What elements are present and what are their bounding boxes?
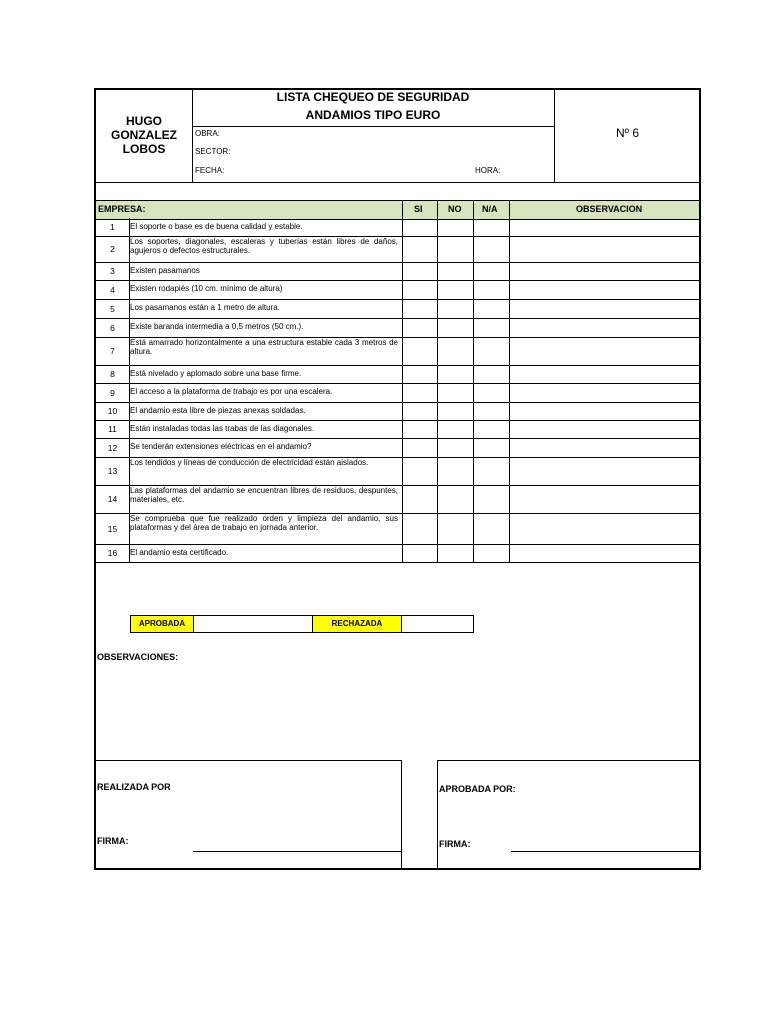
title-line-2: ANDAMIOS TIPO EURO [305, 108, 441, 122]
observacion-cell[interactable] [509, 485, 699, 513]
si-cell[interactable] [402, 485, 437, 513]
table-row [96, 383, 699, 403]
si-cell[interactable] [402, 365, 437, 383]
row-text: Existe baranda intermedia a 0,5 metros (50 cm.). [130, 322, 304, 331]
na-cell[interactable] [473, 318, 508, 337]
si-cell[interactable] [402, 544, 437, 562]
row-number: 14 [107, 494, 118, 504]
na-cell[interactable] [473, 457, 508, 485]
col-si: SI [414, 204, 423, 214]
row-text: El soporte o base es de buena calidad y estable. [130, 222, 303, 231]
row-text: Existen rodapiés (10 cm. mínimo de altura) [130, 284, 283, 293]
person-name-line-1: HUGO [126, 114, 162, 128]
obra-label: OBRA: [195, 129, 220, 138]
no-cell[interactable] [437, 318, 472, 337]
row-text: Se comprueba que fue realizado orden y limpieza del andamio, sus plataformas y del área de trabajo en jornada anterior. [130, 514, 398, 532]
rechazada-field[interactable] [401, 615, 474, 633]
no-cell[interactable] [437, 337, 472, 365]
row-number: 5 [110, 303, 115, 314]
row-text: Se tenderán extensiones eléctricas en el andamio? [130, 442, 312, 451]
na-cell[interactable] [473, 299, 508, 318]
observacion-cell[interactable] [509, 420, 699, 438]
fecha-label: FECHA: [195, 166, 225, 175]
checklist-sheet [94, 88, 701, 870]
col-na: N/A [482, 204, 498, 214]
na-cell[interactable] [473, 337, 508, 365]
table-row [96, 485, 699, 514]
firma-left-line[interactable] [193, 851, 401, 852]
table-row [96, 402, 699, 421]
no-cell[interactable] [437, 262, 472, 280]
na-cell[interactable] [473, 544, 508, 562]
no-cell[interactable] [437, 365, 472, 383]
no-cell[interactable] [437, 485, 472, 513]
na-cell[interactable] [473, 383, 508, 402]
row-number: 6 [110, 322, 115, 333]
no-cell[interactable] [437, 457, 472, 485]
table-row [96, 299, 699, 319]
observacion-cell[interactable] [509, 299, 699, 318]
si-cell[interactable] [402, 457, 437, 485]
title-line-1: LISTA CHEQUEO DE SEGURIDAD [276, 90, 470, 104]
table-row [96, 457, 699, 486]
row-number: 15 [107, 523, 118, 534]
firma-right-label: FIRMA: [439, 839, 471, 849]
row-number: 3 [110, 266, 115, 276]
row-text: Los soportes, diagonales, escaleras y tuberías están libres de daños, agujeros o defectos estructurales. [130, 237, 398, 255]
na-cell[interactable] [473, 402, 508, 420]
table-column-divider [129, 218, 130, 562]
no-cell[interactable] [437, 280, 472, 299]
row-text: El andamio esta libre de piezas anexas soldadas. [130, 406, 306, 415]
si-cell[interactable] [402, 280, 437, 299]
row-number: 16 [107, 548, 118, 558]
no-cell[interactable] [437, 236, 472, 262]
si-cell[interactable] [402, 318, 437, 337]
row-text: Existen pasamanos [130, 266, 200, 275]
empresa-label: EMPRESA: [98, 204, 146, 214]
si-cell[interactable] [402, 236, 437, 262]
si-cell[interactable] [402, 420, 437, 438]
table-header [96, 200, 699, 220]
observacion-cell[interactable] [509, 262, 699, 280]
no-cell[interactable] [437, 402, 472, 420]
person-name-line-2: GONZALEZ [111, 128, 177, 142]
col-observacion: OBSERVACION [576, 204, 643, 214]
firma-right-line[interactable] [511, 851, 701, 852]
si-cell[interactable] [402, 218, 437, 236]
realizada-por-label: REALIZADA POR [97, 782, 171, 792]
table-column-divider [437, 200, 438, 562]
si-cell[interactable] [402, 438, 437, 457]
row-text: Los tendidos y líneas de conducción de electricidad están aislados. [130, 458, 369, 467]
observacion-cell[interactable] [509, 544, 699, 562]
table-column-divider [473, 200, 474, 562]
observacion-cell[interactable] [509, 218, 699, 236]
row-text: Los pasamanos están a 1 metro de altura. [130, 303, 280, 312]
row-number: 7 [110, 346, 115, 356]
table-row [96, 218, 699, 237]
aprobada-por-label: APROBADA POR: [439, 784, 516, 794]
row-number: 4 [110, 284, 115, 295]
row-text: Están instaladas todas las trabas de las diagonales. [130, 424, 315, 433]
na-cell[interactable] [473, 420, 508, 438]
row-number: 11 [108, 424, 117, 434]
na-cell[interactable] [473, 218, 508, 236]
row-number: 1 [110, 222, 115, 232]
na-cell[interactable] [473, 262, 508, 280]
table-row [96, 513, 699, 545]
table-column-divider [509, 200, 510, 562]
observacion-cell[interactable] [509, 513, 699, 544]
observacion-cell[interactable] [509, 383, 699, 402]
na-cell[interactable] [473, 485, 508, 513]
no-cell[interactable] [437, 544, 472, 562]
table-row [96, 337, 699, 366]
observaciones-label: OBSERVACIONES: [97, 652, 179, 662]
na-cell[interactable] [473, 280, 508, 299]
no-cell[interactable] [437, 299, 472, 318]
table-row [96, 544, 699, 563]
sector-label: SECTOR: [195, 147, 231, 156]
aprobada-field[interactable] [193, 615, 313, 633]
no-cell[interactable] [437, 218, 472, 236]
na-cell[interactable] [473, 365, 508, 383]
table-row [96, 420, 699, 439]
table-row [96, 438, 699, 458]
na-cell[interactable] [473, 438, 508, 457]
col-no: NO [448, 204, 462, 214]
row-number: 2 [110, 244, 115, 254]
no-cell[interactable] [437, 383, 472, 402]
rechazada-box[interactable]: RECHAZADA [312, 615, 402, 633]
document-number: Nº 6 [615, 126, 640, 140]
table-row [96, 280, 699, 300]
observacion-cell[interactable] [509, 457, 699, 485]
observacion-cell[interactable] [509, 402, 699, 420]
person-name [96, 114, 192, 156]
row-number: 10 [107, 406, 118, 416]
row-text: Está nivelado y aplomado sobre una base firme. [130, 369, 302, 378]
observacion-cell[interactable] [509, 365, 699, 383]
row-number: 13 [107, 466, 118, 476]
aprobada-box[interactable]: APROBADA [130, 615, 194, 633]
no-cell[interactable] [437, 420, 472, 438]
observacion-cell[interactable] [509, 318, 699, 337]
row-text: El acceso a la plataforma de trabajo es por una escalera. [130, 387, 333, 396]
person-name-line-3: LOBOS [122, 142, 166, 156]
observacion-cell[interactable] [509, 438, 699, 457]
observacion-cell[interactable] [509, 337, 699, 365]
na-cell[interactable] [473, 513, 508, 544]
na-cell[interactable] [473, 236, 508, 262]
row-number: 12 [107, 442, 118, 453]
row-text: Las plataformas del andamio se encuentran libres de residuos, despuntes, materiales, etc. [130, 486, 398, 504]
no-cell[interactable] [437, 513, 472, 544]
table-row [96, 365, 699, 384]
observacion-cell[interactable] [509, 280, 699, 299]
row-number: 9 [110, 387, 115, 398]
table-row [96, 236, 699, 263]
si-cell[interactable] [402, 513, 437, 544]
table-row [96, 318, 699, 338]
table-row [96, 262, 699, 281]
firma-left-label: FIRMA: [97, 836, 129, 846]
observacion-cell[interactable] [509, 236, 699, 262]
si-cell[interactable] [402, 402, 437, 420]
table-column-divider [402, 200, 403, 562]
no-cell[interactable] [437, 438, 472, 457]
row-text: El andamio esta certificado. [130, 548, 229, 557]
si-cell[interactable] [402, 337, 437, 365]
row-text: Está amarrado horizontalmente a una estructura estable cada 3 metros de altura. [130, 338, 398, 356]
row-number: 8 [110, 369, 115, 379]
hora-label: HORA: [475, 166, 501, 175]
si-cell[interactable] [402, 383, 437, 402]
si-cell[interactable] [402, 299, 437, 318]
si-cell[interactable] [402, 262, 437, 280]
